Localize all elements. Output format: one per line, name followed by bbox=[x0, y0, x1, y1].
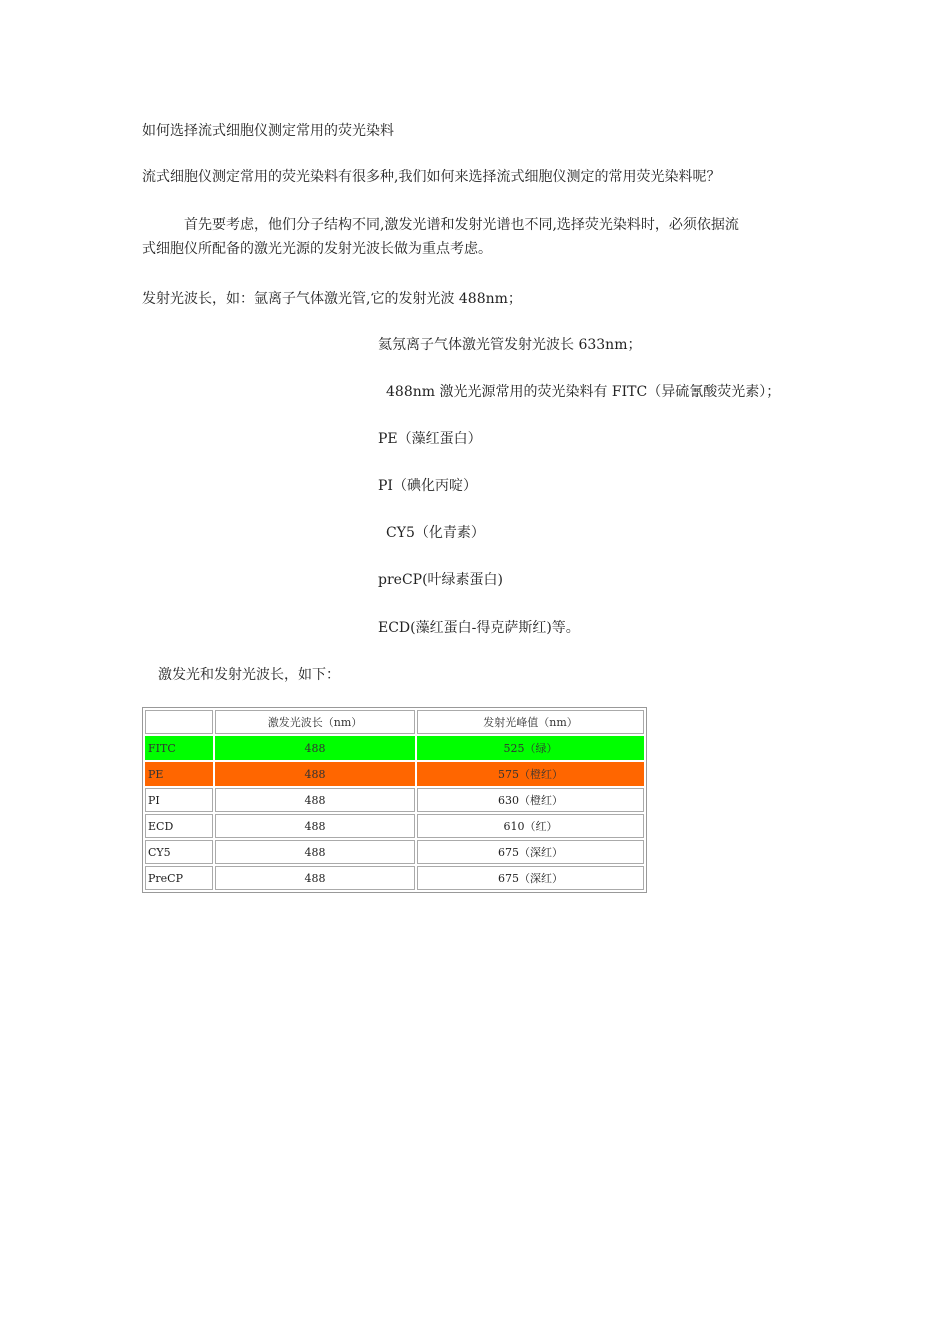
table-row bbox=[145, 866, 644, 890]
dye-name: CY5 bbox=[145, 840, 213, 864]
dye-name: PreCP bbox=[145, 866, 213, 890]
dye-name: PI bbox=[145, 788, 213, 812]
intro-paragraph: 流式细胞仪测定常用的荧光染料有很多种,我们如何来选择流式细胞仪测定的常用荧光染料呢？ bbox=[142, 169, 721, 185]
paragraph-1-line-1: 首先要考虑，他们分子结构不同,激发光谱和发射光谱也不同,选择荧光染料时，必须依据流 bbox=[184, 217, 739, 233]
emission-value: 630（橙红） bbox=[417, 788, 644, 812]
document-title: 如何选择流式细胞仪测定常用的荧光染料 bbox=[142, 123, 394, 139]
list-item-helium-neon: 氦氖离子气体激光管发射光波长 633nm； bbox=[378, 337, 642, 353]
table-intro: 激发光和发射光波长，如下： bbox=[158, 667, 340, 683]
dye-name: FITC bbox=[145, 736, 213, 760]
header-emission: 发射光峰值（nm） bbox=[417, 710, 644, 734]
emission-value: 575（橙红） bbox=[417, 762, 644, 786]
list-item-cy5: CY5（化青素） bbox=[386, 525, 485, 541]
dye-wavelength-table bbox=[142, 707, 647, 893]
excitation-value: 488 bbox=[215, 788, 415, 812]
excitation-value: 488 bbox=[215, 866, 415, 890]
header-dye bbox=[145, 710, 213, 734]
list-item-precp: preCP(叶绿素蛋白) bbox=[378, 572, 503, 588]
dye-name: PE bbox=[145, 762, 213, 786]
table-header-row bbox=[145, 710, 644, 734]
excitation-value: 488 bbox=[215, 814, 415, 838]
header-excitation: 激发光波长（nm） bbox=[215, 710, 415, 734]
table-row bbox=[145, 762, 644, 786]
emission-value: 675（深红） bbox=[417, 840, 644, 864]
emission-value: 610（红） bbox=[417, 814, 644, 838]
excitation-value: 488 bbox=[215, 736, 415, 760]
emission-value: 525（绿） bbox=[417, 736, 644, 760]
list-item-pe: PE（藻红蛋白） bbox=[378, 431, 482, 447]
dye-name: ECD bbox=[145, 814, 213, 838]
paragraph-1-line-2: 式细胞仪所配备的激光光源的发射光波长做为重点考虑。 bbox=[142, 241, 492, 257]
emission-value: 675（深红） bbox=[417, 866, 644, 890]
excitation-value: 488 bbox=[215, 762, 415, 786]
list-item-fitc: 488nm 激光光源常用的荧光染料有 FITC（异硫氰酸荧光素）； bbox=[386, 384, 781, 400]
table-row bbox=[145, 840, 644, 864]
table-row bbox=[145, 814, 644, 838]
table-row bbox=[145, 736, 644, 760]
list-item-pi: PI（碘化丙啶） bbox=[378, 478, 477, 494]
excitation-value: 488 bbox=[215, 840, 415, 864]
emission-wavelength-line: 发射光波长，如：氩离子气体激光管,它的发射光波 488nm； bbox=[142, 291, 522, 307]
list-item-ecd: ECD(藻红蛋白-得克萨斯红)等。 bbox=[378, 620, 580, 636]
table-row bbox=[145, 788, 644, 812]
